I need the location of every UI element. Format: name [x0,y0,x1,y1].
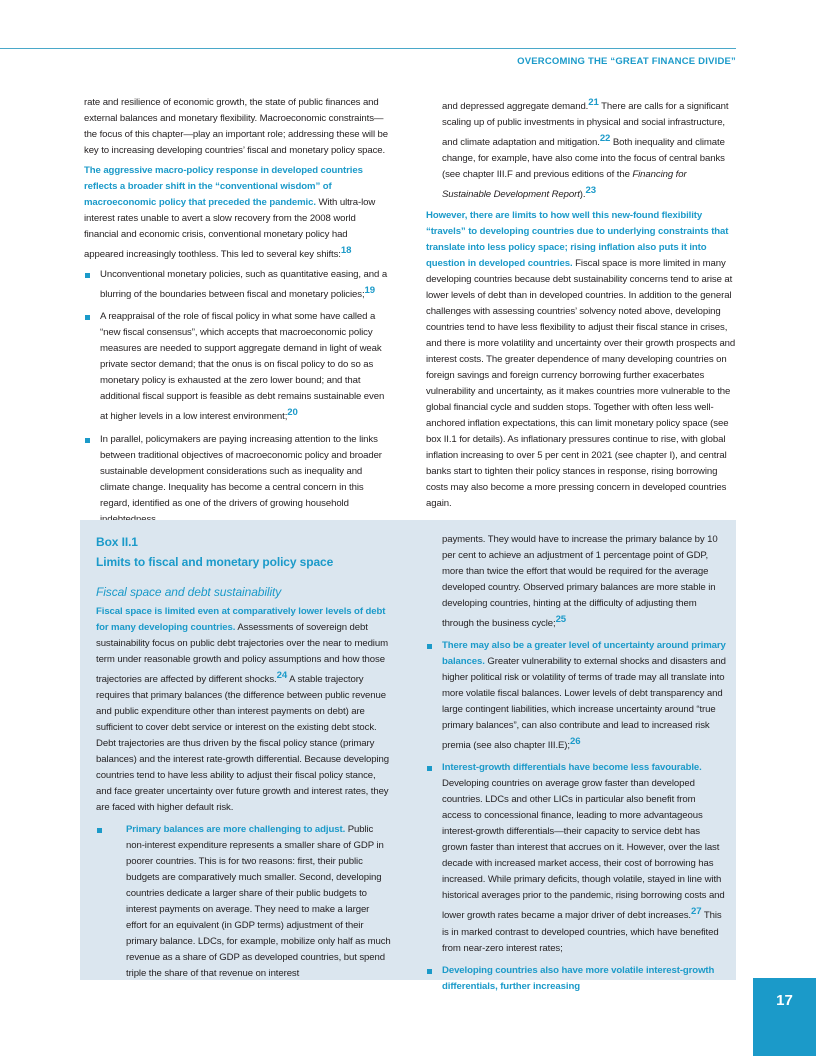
bullet-list [426,638,726,994]
paragraph: However, there are limits to how well this new-found flexibility “travels” to developing countries due to underlying constraints that translate into less policy space; rising inflation also puts it into question in developed countries. Fiscal space is more limited in many developing countries because debt sustainability concerns tend to arise at lower levels of debt than in developed countries. In addition to the general challenges with assessing countries’ solvency noted above, developing countries tend to have less flexibility to adjust their fiscal stance in crises, and there is more volatility and uncertainty over their growth prospects and interest costs. The greater dependence of many developing countries on foreign savings and foreign currency borrowing further exacerbates vulnerability and uncertainty, as it makes countries more vulnerable to the global financial cycle and sudden stops. Together with often less well-anchored inflation expectations, this can limit monetary policy space (see box II.1 for details). As inflationary pressures continue to rise, with global inflation increasing to over 5 per cent in 2021 (see chapter I), and central banks start to tighten their policy stances in response, rising borrowing costs may also become a more pressing concern in developed countries again. [426,209,736,509]
list-item: There may also be a greater level of uncertainty around primary balances. Greater vulnerability to external shocks and disasters and higher political risk or volatility of terms of trade may all translate into more volatile fiscal balances. Lower levels of debt transparency and large contingent liabilities, which increase uncertainty around “true primary balances”, can also contribute and lead to increased risk premia (see also chapter III.E);$^{26}$ [426,638,726,754]
header-rule [0,48,736,49]
box-panel [80,520,736,992]
lead-sentence: Interest-growth differentials have become less favourable. [442,762,702,774]
paragraph: payments. They would have to increase the primary balance by 10 per cent to achieve an adjustment of 1 percentage point of GDP, more than twice the effort that would be required for the average developed country. Observed primary balances are more stable in developing countries, hinting at the difficulty of adjusting them through the business cycle;$^{25}$ [442,534,718,630]
footnote-ref[interactable]: 26 [569,736,581,748]
lead-sentence: There may also be a greater level of uncertainty around primary balances. [442,640,726,668]
footnote-ref[interactable]: 22 [599,133,611,145]
list-item: A reappraisal of the role of fiscal policy in what some have called a “new fiscal consensus”, which accepts that macroeconomic policy measures are needed to support aggregate demand in light of weak private sector demand; that the onus is on fiscal policy to do so as monetary policy is exhausted at the zero lower bound; and that additional fiscal support is feasible as debt remains sustainable even at higher levels in a low interest environment;$^{20}$ [84,309,389,425]
box-label: Box II.1 [96,535,138,549]
paragraph: and depressed aggregate demand.$^{21}$ There are calls for a significant scaling up of public investments in physical and social infrastructure, and climate adaptation and mitigation.$^{22}$ Both inequality and climate change, for example, have also come into the focus of central banks (see chapter III.F and previous editions of the Financing for Sustainable Development Report).$^{23}$ [442,97,729,201]
lead-sentence: However, there are limits to how well this new-found flexibility “travels” to developing countries due to underlying constraints that translate into less policy space; rising inflation also puts it into question in developed countries. [426,209,729,269]
footnote-ref[interactable]: 21 [588,97,599,108]
lead-sentence: Fiscal space is limited even at comparatively lower levels of debt for many developing countries. [96,606,386,633]
footnote-ref[interactable]: 20 [287,407,298,419]
list-item: Unconventional monetary policies, such as quantitative easing, and a blurring of the boundaries between fiscal and monetary policies;$^{19}$ [84,267,389,303]
paragraph: Fiscal space is limited even at comparatively lower levels of debt for many developing countries. Assessments of sovereign debt sustainability focus on public debt trajectories over the near to medium term under reasonable growth and policy assumptions and how those trajectories are affected by different shocks.$^{24}$ A stable trajectory requires that primary balances (the difference between public revenue and public expenditure other than interest payments on debt) are sufficient to cover debt service or interest on the existing debt stock. Debt trajectories are thus driven by the fiscal policy stance (primary balances) and the interest rate-growth differential. Because developing countries tend to have less ability to adjust their fiscal policy stance, and face greater uncertainty over future growth and interest rates, they are faced with higher default risk. [96,606,389,814]
list-item: Interest-growth differentials have become less favourable. Developing countries on average grow faster than developed countries. LDCs and other LICs in particular also benefit from access to concessional finance, leading to more advantageous interest-growth differentials—their capacity to service debt has grown faster than interest that accrues on it. However, over the last decade with increased market access, their cost of borrowing has increased. While primary deficits, though volatile, stayed in line with historical averages prior to the pandemic, rising borrowing costs and lower growth rates became a major driver of debt increases.$^{27}$ This is in marked contrast to developed countries, which have benefited from near-zero interest rates; [426,760,726,956]
box-left-column [96,532,392,982]
footnote-ref[interactable]: 23 [585,185,596,197]
list-item: In parallel, policymakers are paying increasing attention to the links between traditional objectives of macroeconomic policy and broader sustainable development considerations such as inequality and climate change. Inequality has become a central concern in this regard, identified as one of the drivers of growing household [84,432,389,528]
page-number: 17 [776,992,793,1009]
footnote-ref[interactable]: 25 [555,614,567,625]
page-number-tab [753,978,816,1056]
footnote-ref[interactable]: 27 [690,906,702,918]
list-item: Primary balances are more challenging to adjust. Public non-interest expenditure represents a smaller share of GDP in poorer countries. This is for two reasons: first, their public budgets are comparatively much smaller. Second, developing countries dedicate a larger share of their public budgets to interest payments on average. They need to make a larger effort for an equivalent (in GDP terms) adjustment of their primary balance. LDCs, for example, mobilize only half as much revenue as a share of GDP as developed countries, but spend triple the share of that revenue on interest [96,822,392,982]
bullet-list [96,822,392,982]
lead-sentence: The aggressive macro-policy response in developed countries reflects a broader shift in the “conventional wisdom” of macroeconomic policy that preceded the pandemic. [84,165,363,208]
lead-sentence: Primary balances are more challenging to adjust. [126,824,346,836]
box-title: Limits to fiscal and monetary policy space [96,555,334,569]
box-subtitle: Fiscal space and debt sustainability [96,585,282,599]
box-right-column [426,532,726,995]
footnote-ref[interactable]: 19 [364,285,376,297]
lead-sentence: Developing countries also have more volatile interest-growth differentials, further increasing [442,964,715,992]
paragraph: The aggressive macro-policy response in developed countries reflects a broader shift in the “conventional wisdom” of macroeconomic policy that preceded the pandemic. With ultra-low interest rates unable to avert a slow recovery from the 2008 world financial and economic crisis, conventional monetary policy had appeared increasingly toothless. This led to several key shifts:$^{18}$ [84,165,376,261]
running-head: OVERCOMING THE “GREAT FINANCE DIVIDE” [517,56,736,67]
list-item [426,963,726,995]
bullet-list [84,267,389,527]
paragraph: rate and resilience of economic growth, the state of public finances and external balances and monetary flexibility. Macroeconomic constraints—the focus of this chapter—play an important role; addressing these will be key to increasing developing countries’ fiscal and monetary policy space. [84,97,389,156]
footnote-ref[interactable]: 24 [276,670,288,681]
footnote-ref[interactable]: 18 [340,245,352,256]
right-column [426,95,736,512]
left-column [84,95,389,528]
report-title: Financing for Sustainable Development Report [442,169,687,201]
